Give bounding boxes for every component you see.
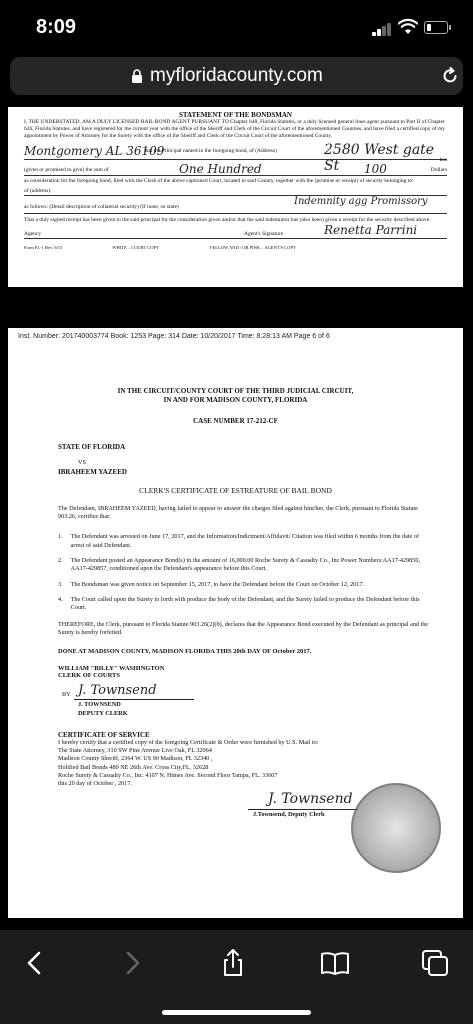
clerk-signature-block <box>18 665 453 727</box>
certificate-title: CLERK'S CERTIFICATE OF ESTREATURE OF BAIL BOND <box>139 485 332 495</box>
state-name: STATE OF FLORIDA <box>58 443 126 452</box>
clerk-name: WILLIAM "BILLY" WASHINGTON <box>58 664 165 672</box>
lock-icon <box>131 69 143 83</box>
done-at-line: DONE AT MADISON COUNTY, MADISON FLORIDA THIS 20th DAY OF October 2017. <box>58 647 312 655</box>
certificate-item: 3. The Bondsman was given notice on September 15, 2017, to have the Defendant before the Court on October 12, 2017. <box>58 580 364 588</box>
final-signature-label: J.Townsend, Deputy Clerk <box>253 810 325 818</box>
bondsman-statement <box>8 107 463 287</box>
certificate-of-service <box>18 731 453 789</box>
reload-icon[interactable] <box>440 66 460 86</box>
handwritten-address: 2580 West gate St <box>324 141 435 174</box>
deputy-title: DEPUTY CLERK <box>78 709 128 717</box>
has-label: has <box>439 156 447 163</box>
status-time: 8:09 <box>36 16 77 38</box>
final-signature-line <box>248 809 358 810</box>
defendant-name: IBRAHEEM YAZEED <box>58 467 127 476</box>
case-number: CASE NUMBER 17-212-CF <box>193 417 278 426</box>
service-line: this 20 day of October , 2017. <box>58 780 132 788</box>
form-number: Form FL-1 Rev. 6/15 <box>24 245 63 251</box>
form-footer <box>24 245 447 250</box>
page-gap <box>0 300 473 320</box>
service-line: Madison County Sheriff, 2364 W. US 90 Madison, FL 32340 , <box>58 755 213 763</box>
address-bar[interactable] <box>10 57 463 95</box>
service-line: Roche Surety & Casualty Co., Inc. 4107 N. Himes Ave. Second Floor Tampa, FL. 33607 <box>58 771 278 779</box>
therefore-text: THEREFORE, the Clerk, pursuant to Florida Statute 903.26(2)(b), declares that the Appearance Bond executed by the Defendant as principal and the Surety is hereby forfeited. <box>58 620 429 637</box>
certificate-items <box>18 533 453 613</box>
instrument-line: Inst. Number: 201740003774 Book: 1253 Page: 314 Date: 10/20/2017 Time: 8:28:13 AM Page 6 of 6 <box>18 333 330 340</box>
forward-icon[interactable] <box>117 948 147 978</box>
collateral-line <box>24 195 447 214</box>
handwritten-collateral: Indemnity agg Promissory <box>294 195 428 207</box>
wifi-icon <box>398 18 418 36</box>
back-icon[interactable] <box>20 948 50 978</box>
court-line-1: IN THE CIRCUIT/COUNTY COURT OF THE THIRD JUDICIAL CIRCUIT, <box>117 387 354 395</box>
handwritten-city: Montgomery AL 36109 <box>24 143 165 158</box>
bondsman-intro: I, THE UNDERSTATED, AM A DULY LICENSED BAIL BOND AGENT PURSUANT TO Chapter 648, Florida Statutes, or a duly licensed general lines agent pursuant to Part II of Chapter 626, Florida Statutes, and have registered for the current year with the office of the Sheriff and Clerk of the Circuit Court of the aforementioned Counties, and have filed a certified copy of my appointment by Power of Attorney for the Surety with the office of the Sheriff and Clerk of the Circuit Court of the aforementioned County. <box>24 119 446 139</box>
court-line-2: IN AND FOR MADISON COUNTY, FLORIDA <box>163 396 308 405</box>
deputy-name: J. TOWNSEND <box>78 700 121 708</box>
consideration-text: as consideration for the foregoing bond, filed with the Clerk of the above captioned Court, located in said County, together with the (promise or receipt) of security belonging to: <box>24 177 414 184</box>
certificate-item: 2. The Defendant posted an Appearance Bond(s) in the amount of 16,000.00 Roche Surety & Casualty Co., Inc Power Numbers:AA17-429850, AA17-429857, conditioned upon the Defendant's appearance before this Court. <box>58 556 420 573</box>
agency-line <box>24 225 447 239</box>
handwritten-agent-signature: Renetta Parrini <box>324 223 418 238</box>
url-text[interactable]: myfloridacounty.com <box>150 65 323 86</box>
estreature-certificate <box>8 328 463 918</box>
signature-line <box>74 699 194 700</box>
versus-label: VS <box>78 459 86 467</box>
by-label: BY <box>62 690 71 698</box>
handwritten-deputy-signature: J. Townsend <box>78 682 157 698</box>
agency-label: Agency <box>24 231 42 238</box>
given-label: (given or promised to give) the sum of <box>24 166 109 173</box>
service-line: I hereby certify that a certified copy of the foregoing Certificate & Order were furnished by U.S. Mail to: <box>58 738 319 746</box>
handwritten-amount: 100 <box>364 161 387 176</box>
court-header <box>18 387 453 405</box>
home-indicator[interactable] <box>162 1010 311 1015</box>
service-line: Holified Bail Bonds 489 NE 26th Ave. Cross City,FL. 32628 <box>58 763 209 771</box>
dollars-label: Dollars <box>430 166 447 173</box>
follows-label: as follows: (Detail description of collateral security) (If none, so state) <box>24 203 179 210</box>
clerk-title: CLERK OF COURTS <box>58 671 121 679</box>
of-address-line <box>24 187 447 196</box>
certificate-item: 4. The Court called upon the Surety to forth with produce the body of the Defendant, and the Surety failed to produce the Defendant before this Court. <box>58 596 420 612</box>
bookmarks-icon[interactable] <box>320 948 350 978</box>
handwritten-sum: One Hundred <box>179 161 262 176</box>
certificate-intro: The Defendant, IBRAHEEM YAZEED, having failed to appear to answer the charges filed against him/her, the Clerk, pursuant to Florida Statute 903.26, certifies that: <box>58 504 418 520</box>
tabs-icon[interactable] <box>420 948 450 978</box>
court-seal-icon <box>351 783 441 873</box>
bondsman-title: STATEMENT OF THE BONDSMAN <box>179 111 292 119</box>
battery-icon <box>424 21 448 34</box>
yellow-copy-note: YELLOW AND / OR PINK – AGENT'S COPY <box>209 245 297 251</box>
agent-signature-label: Agent's Signature <box>244 231 284 238</box>
share-icon[interactable] <box>218 948 248 978</box>
cellular-signal-icon <box>372 22 392 36</box>
service-title: CERTIFICATE OF SERVICE <box>58 730 150 739</box>
white-copy-note: WHITE – COURT COPY <box>112 245 160 251</box>
service-line: The State Attorney, 310 SW Pine Avenue Live Oak, FL 32064 <box>58 746 212 754</box>
of-address-label: of (address): <box>24 187 52 194</box>
receipt-text: That a duly signed receipt has been given to the said principal for the consideration given and/or that the said indemnitor has (also been) given a receipt for the security described above. <box>24 216 431 223</box>
status-bar <box>0 0 473 56</box>
principal-label: that the Principal named in the foregoing bond, of (Address) <box>144 147 277 154</box>
case-parties <box>18 443 453 475</box>
certificate-item: 1. The Defendant was arrested on June 17, 2017, and the Information/Indictment/Affidavit/ Citation was filed within 6 months from the date of arrest of said Defendant. <box>58 533 420 549</box>
handwritten-final-signature: J. Townsend <box>268 790 353 807</box>
